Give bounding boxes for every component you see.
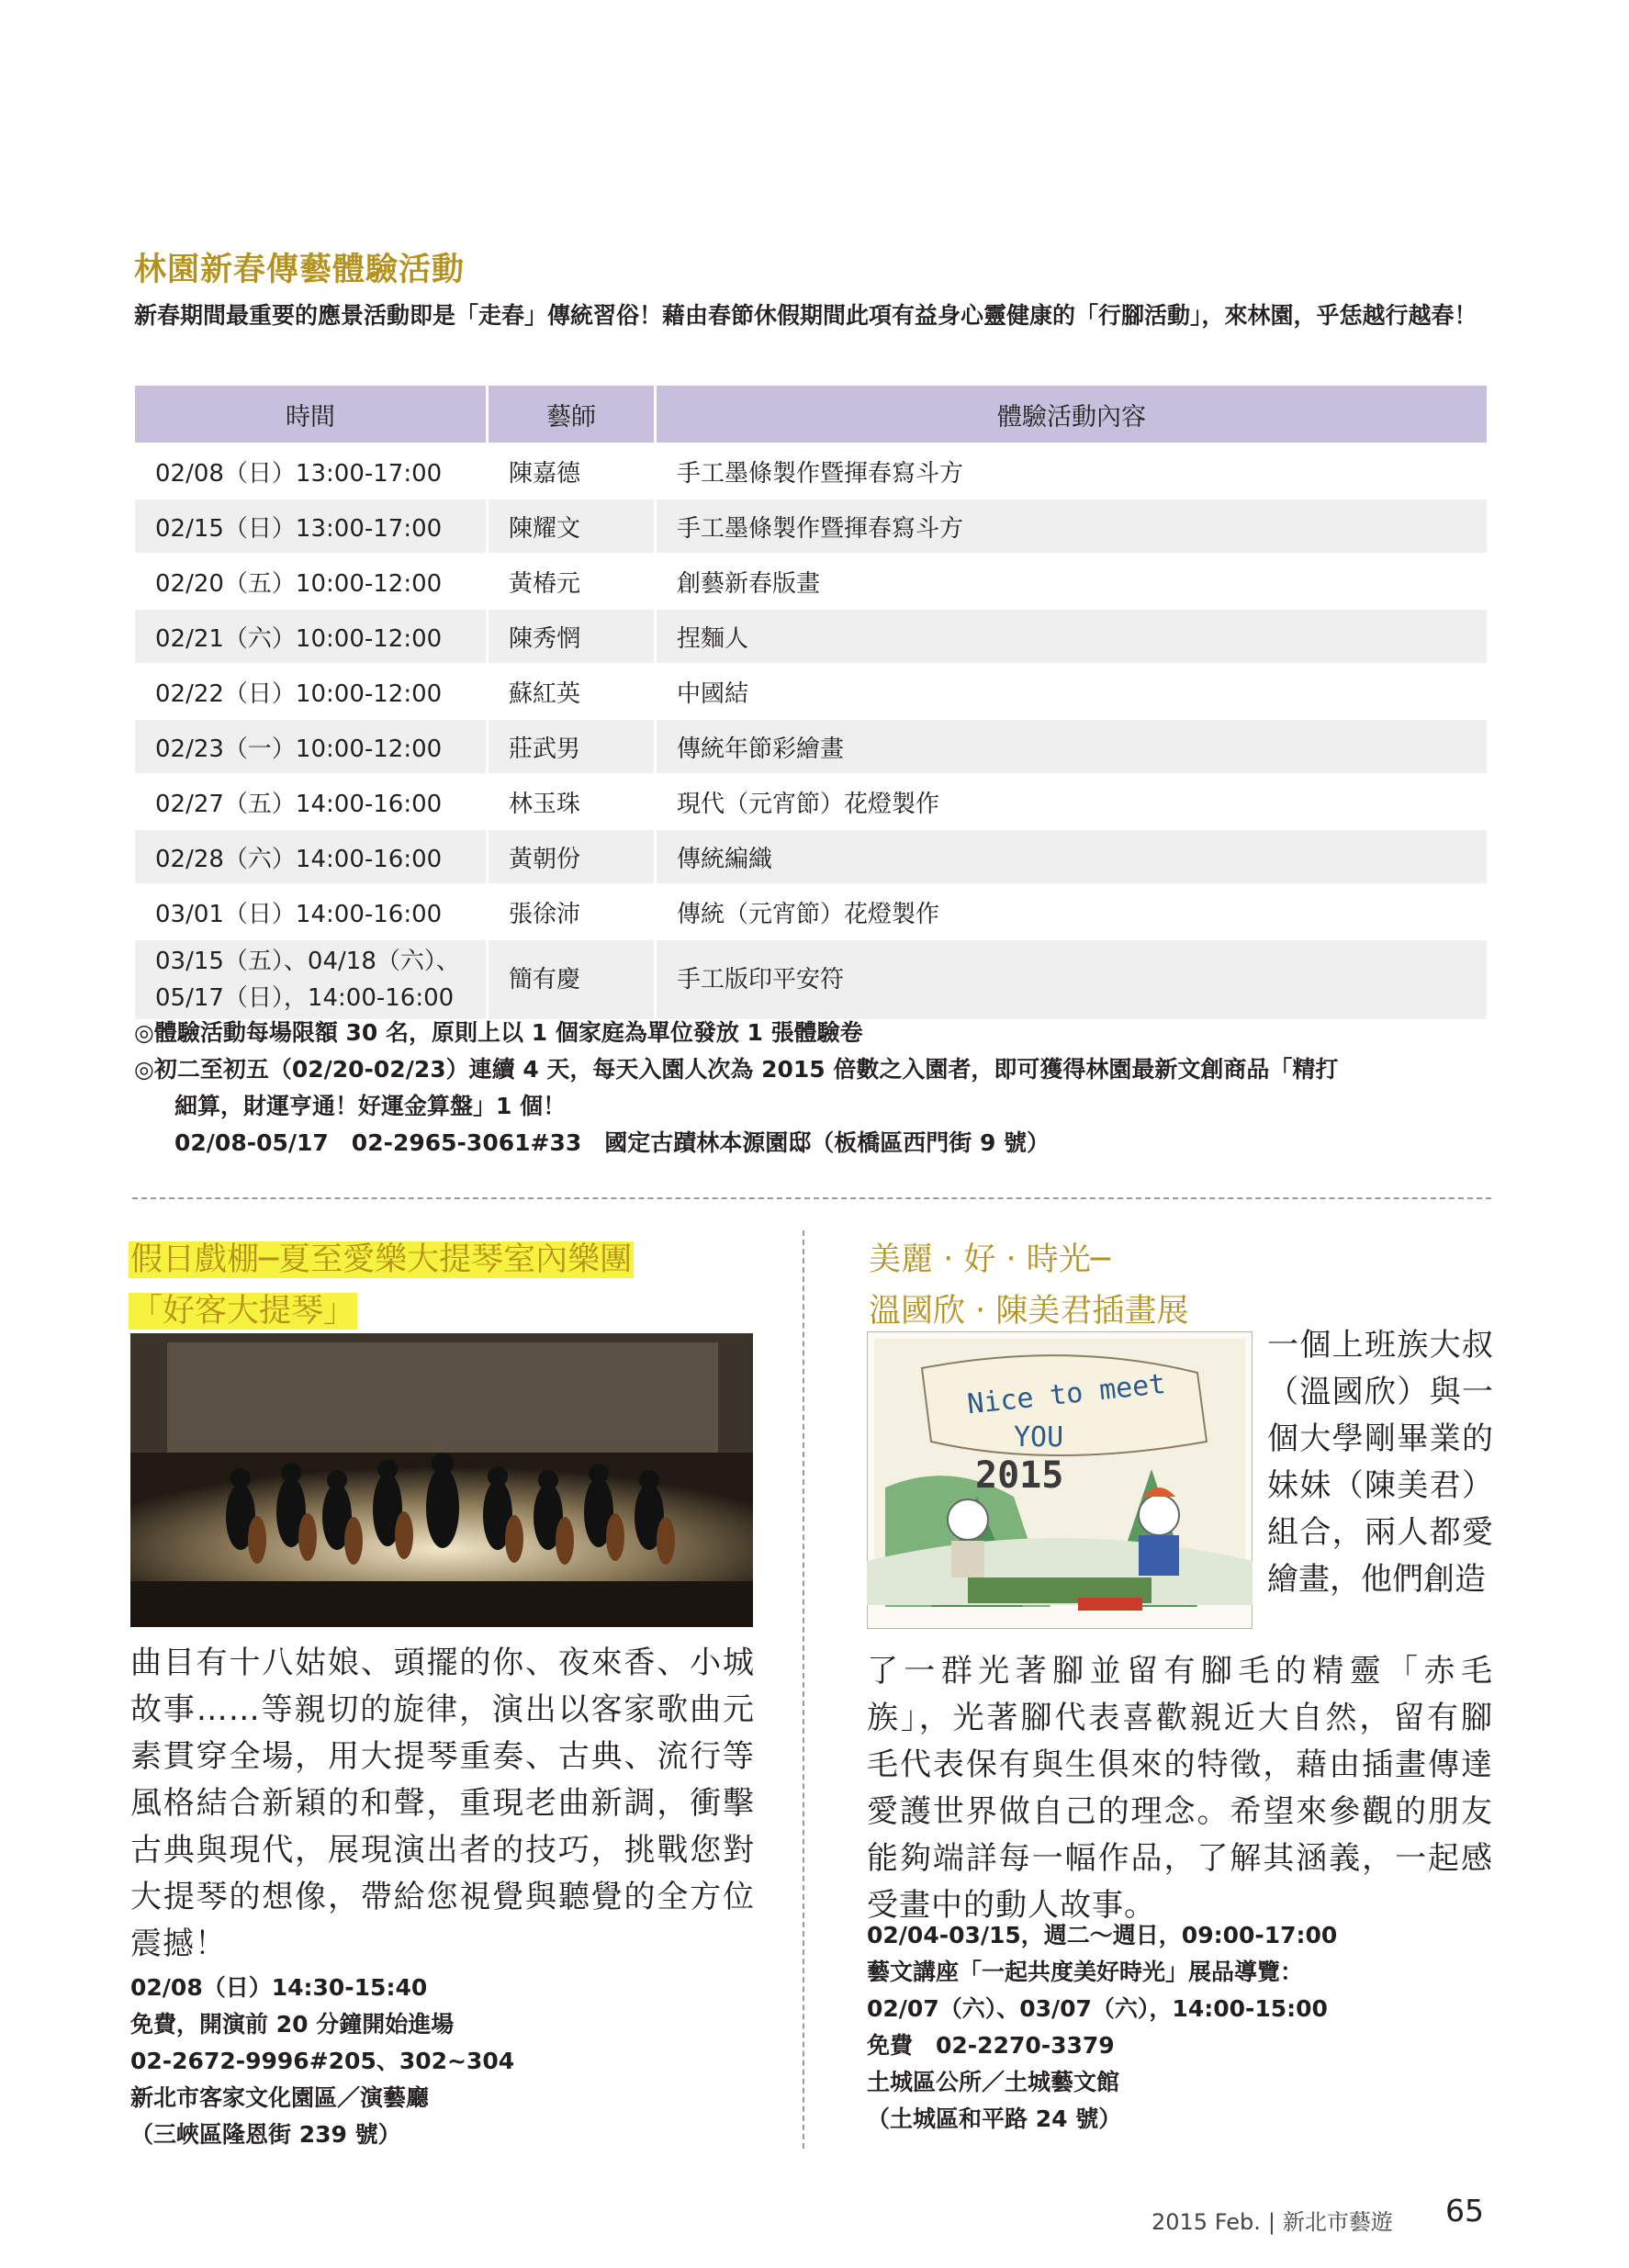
table-row <box>135 444 1487 498</box>
cell-activity: 捏麵人 <box>657 610 1487 663</box>
left-info-phone: 02-2672-9996#205、302~304 <box>130 2048 515 2074</box>
right-article-title <box>869 1234 1188 1337</box>
footer-date: 2015 Feb. <box>1152 2209 1261 2235</box>
cell-time-line2: 05/17（日），14:00-16:00 <box>155 984 455 1012</box>
cell-artist: 黃朝份 <box>489 830 654 883</box>
right-info-dates: 02/04-03/15，週二～週日，09:00-17:00 <box>867 1922 1338 1948</box>
right-article-info <box>867 1917 1337 2138</box>
table-row <box>135 720 1487 773</box>
cell-time: 02/15（日）13:00-17:00 <box>135 500 486 553</box>
cell-activity: 現代（元宵節）花燈製作 <box>677 790 940 818</box>
cell-time: 02/20（五）10:00-12:00 <box>155 569 443 598</box>
table-row <box>135 500 1487 553</box>
cell-artist: 陳秀惘 <box>489 610 654 663</box>
right-info-lecture-dates: 02/07（六）、03/07（六），14:00-15:00 <box>867 1995 1328 2022</box>
table-row <box>135 555 1487 608</box>
cell-activity: 手工墨條製作暨揮春寫斗方 <box>677 459 964 488</box>
footer-magazine: 新北市藝遊 <box>1282 2209 1393 2235</box>
note-quota: ◎體驗活動每場限額 30 名，原則上以 1 個家庭為單位發放 1 張體驗卷 <box>134 1019 863 1046</box>
section-title: 林園新春傳藝體驗活動 <box>134 252 466 288</box>
schedule-table <box>132 384 1489 1021</box>
cell-artist: 莊武男 <box>489 720 654 773</box>
right-info-phone: 免費 02-2270-3379 <box>867 2032 1115 2059</box>
right-title-line1: 美麗 ‧ 好 ‧ 時光─ <box>869 1241 1110 1278</box>
cell-artist: 簡有慶 <box>489 940 654 1019</box>
cell-time: 02/23（一）10:00-12:00 <box>135 720 486 773</box>
cell-artist: 黃椿元 <box>509 569 581 598</box>
right-article-body-narrow: 一個上班族大叔（溫國欣）與一個大學剛畢業的妹妹（陳美君）組合，兩人都愛繪畫，他們創造 <box>1267 1327 1493 1598</box>
event-info: 02/08-05/17 02-2965-3061#33 國定古蹟林本源園邸（板橋區西門街 9 號） <box>174 1129 1050 1156</box>
right-title-line2: 溫國欣 ‧ 陳美君插畫展 <box>869 1293 1189 1330</box>
left-info-address: （三峽區隆恩街 239 號） <box>130 2121 401 2148</box>
concert-photo <box>130 1333 753 1627</box>
cell-time: 02/27（五）14:00-16:00 <box>155 790 443 818</box>
cell-time <box>135 940 486 1019</box>
table-row <box>135 830 1487 883</box>
right-info-venue: 土城區公所／土城藝文館 <box>867 2069 1120 2095</box>
cell-time: 03/01（日）14:00-16:00 <box>155 900 443 928</box>
cell-activity: 創藝新春版畫 <box>677 569 821 598</box>
poster-text-line1: Nice to meet <box>965 1367 1167 1421</box>
note-prize-line2: 細算，財運亨通！好運金算盤」1 個！ <box>174 1093 567 1119</box>
header-activity: 體驗活動內容 <box>657 386 1487 443</box>
intro-paragraph: 新春期間最重要的應景活動即是「走春」傳統習俗！藉由春節休假期間此項有益身心靈健康的「行腳活動」，來林園，乎恁越行越春！ <box>134 302 1477 329</box>
cell-activity: 手工版印平安符 <box>657 940 1487 1019</box>
right-info-address: （土城區和平路 24 號） <box>867 2105 1122 2132</box>
table-row <box>135 665 1487 718</box>
left-info-date: 02/08（日）14:30-15:40 <box>130 1974 428 2001</box>
right-info-lecture: 藝文講座「一起共度美好時光」展品導覽： <box>867 1959 1304 1985</box>
notes-block <box>134 1015 1493 1162</box>
cell-artist: 陳耀文 <box>489 500 654 553</box>
footer-separator: | <box>1267 2209 1275 2235</box>
left-info-venue: 新北市客家文化園區／演藝廳 <box>130 2084 430 2111</box>
cell-time: 02/22（日）10:00-12:00 <box>155 679 443 708</box>
left-article-title <box>129 1234 634 1337</box>
cell-artist: 陳嘉德 <box>509 459 581 488</box>
table-row <box>135 775 1487 828</box>
poster-text-line2: YOU <box>1014 1421 1064 1454</box>
cell-artist: 張徐沛 <box>509 900 581 928</box>
left-title-line1: 假日戲棚─夏至愛樂大提琴室內樂團 <box>130 1241 633 1278</box>
cell-activity: 中國結 <box>677 679 749 708</box>
note-prize-line1: ◎初二至初五（02/20-02/23）連續 4 天，每天入園人次為 2015 倍數之入園者，即可獲得林園最新文創商品「精打 <box>134 1056 1339 1083</box>
cell-activity: 傳統編織 <box>657 830 1487 883</box>
table-header-row <box>135 386 1487 443</box>
cell-activity: 手工墨條製作暨揮春寫斗方 <box>657 500 1487 553</box>
left-info-admission: 免費，開演前 20 分鐘開始進場 <box>130 2011 455 2038</box>
page-number: 65 <box>1445 2193 1484 2229</box>
table-row <box>135 885 1487 938</box>
cell-time: 02/08（日）13:00-17:00 <box>155 459 443 488</box>
header-artist: 藝師 <box>489 386 654 443</box>
header-time: 時間 <box>135 386 486 443</box>
cell-time: 02/21（六）10:00-12:00 <box>135 610 486 663</box>
cell-artist: 蘇紅英 <box>509 679 581 708</box>
column-divider <box>803 1230 804 2149</box>
poster-text-line3: 2015 <box>975 1454 1064 1497</box>
cell-time-line1: 03/15（五）、04/18（六）、 <box>155 948 460 975</box>
left-title-line2: 「好客大提琴」 <box>130 1293 356 1330</box>
left-article-info <box>130 1970 514 2153</box>
section-divider <box>132 1197 1491 1199</box>
cell-activity: 傳統（元宵節）花燈製作 <box>677 900 940 928</box>
table-row <box>135 610 1487 663</box>
table-row <box>135 940 1487 1019</box>
right-article-body-wide: 了一群光著腳並留有腳毛的精靈「赤毛族」，光著腳代表喜歡親近大自然，留有腳毛代表保有與生俱來的特徵，藉由插畫傳達愛護世界做自己的理念。希望來參觀的朋友能夠端詳每一幅作品，了解其涵義，一起感受畫中的動人故事。 <box>867 1653 1493 1924</box>
left-article-body: 曲目有十八姑娘、頭擺的你、夜來香、小城故事……等親切的旋律，演出以客家歌曲元素貫穿全場，用大提琴重奏、古典、流行等風格結合新穎的和聲，重現老曲新調，衝擊古典與現代，展現演出者的技巧，挑戰您對大提琴的想像，帶給您視覺與聽覺的全方位震撼！ <box>130 1645 755 1962</box>
cell-artist: 林玉珠 <box>509 790 581 818</box>
cell-time: 02/28（六）14:00-16:00 <box>135 830 486 883</box>
page-footer <box>1152 2204 1393 2236</box>
exhibition-poster <box>867 1331 1253 1629</box>
cell-activity: 傳統年節彩繪畫 <box>657 720 1487 773</box>
